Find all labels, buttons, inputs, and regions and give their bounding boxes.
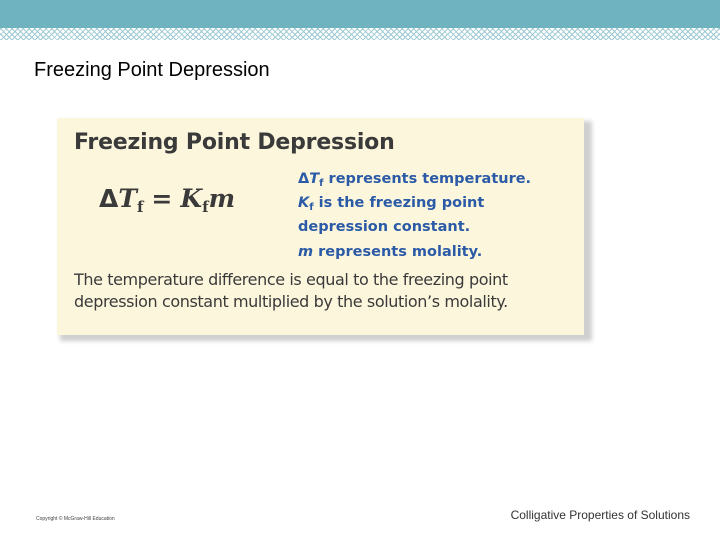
definition-t-text: represents temperature. — [323, 171, 532, 187]
equation-equals: = — [151, 184, 173, 213]
definition-m — [298, 241, 578, 263]
definition-kf — [298, 192, 578, 238]
definition-m-text: represents molality. — [313, 244, 483, 260]
equation-rhs-variable: m — [208, 184, 236, 213]
equation-delta: Δ — [99, 184, 119, 213]
definition-k-subscript: f — [309, 202, 314, 213]
definition-m-symbol: m — [298, 244, 314, 260]
equation-rhs-symbol: K — [180, 184, 203, 213]
header-band — [0, 0, 720, 28]
definition-t-subscript: f — [319, 178, 324, 189]
equation-lhs-subscript: f — [136, 198, 144, 216]
definition-delta: Δ — [298, 171, 310, 187]
definition-t-symbol: T — [309, 171, 320, 187]
definition-k-symbol: K — [298, 195, 310, 211]
equation-lhs-symbol: T — [118, 184, 137, 213]
figure-caption: The temperature difference is equal to the freezing point depression constant multiplied by the solution’s molality. — [74, 270, 508, 311]
definition-delta-t — [298, 168, 578, 192]
definition-k-text: is the freezing point depression constant. — [298, 195, 485, 235]
copyright-notice: Copyright © McGraw-Hill Education — [36, 516, 115, 522]
header-hatch-band — [0, 28, 720, 40]
figure-card — [57, 118, 584, 335]
definitions-list — [298, 168, 578, 263]
slide-title: Freezing Point Depression — [34, 59, 270, 81]
freezing-point-equation — [99, 184, 236, 216]
footer-topic: Colligative Properties of Solutions — [510, 508, 690, 522]
figure-title: Freezing Point Depression — [74, 130, 395, 155]
equation-rhs-subscript: f — [202, 198, 209, 216]
